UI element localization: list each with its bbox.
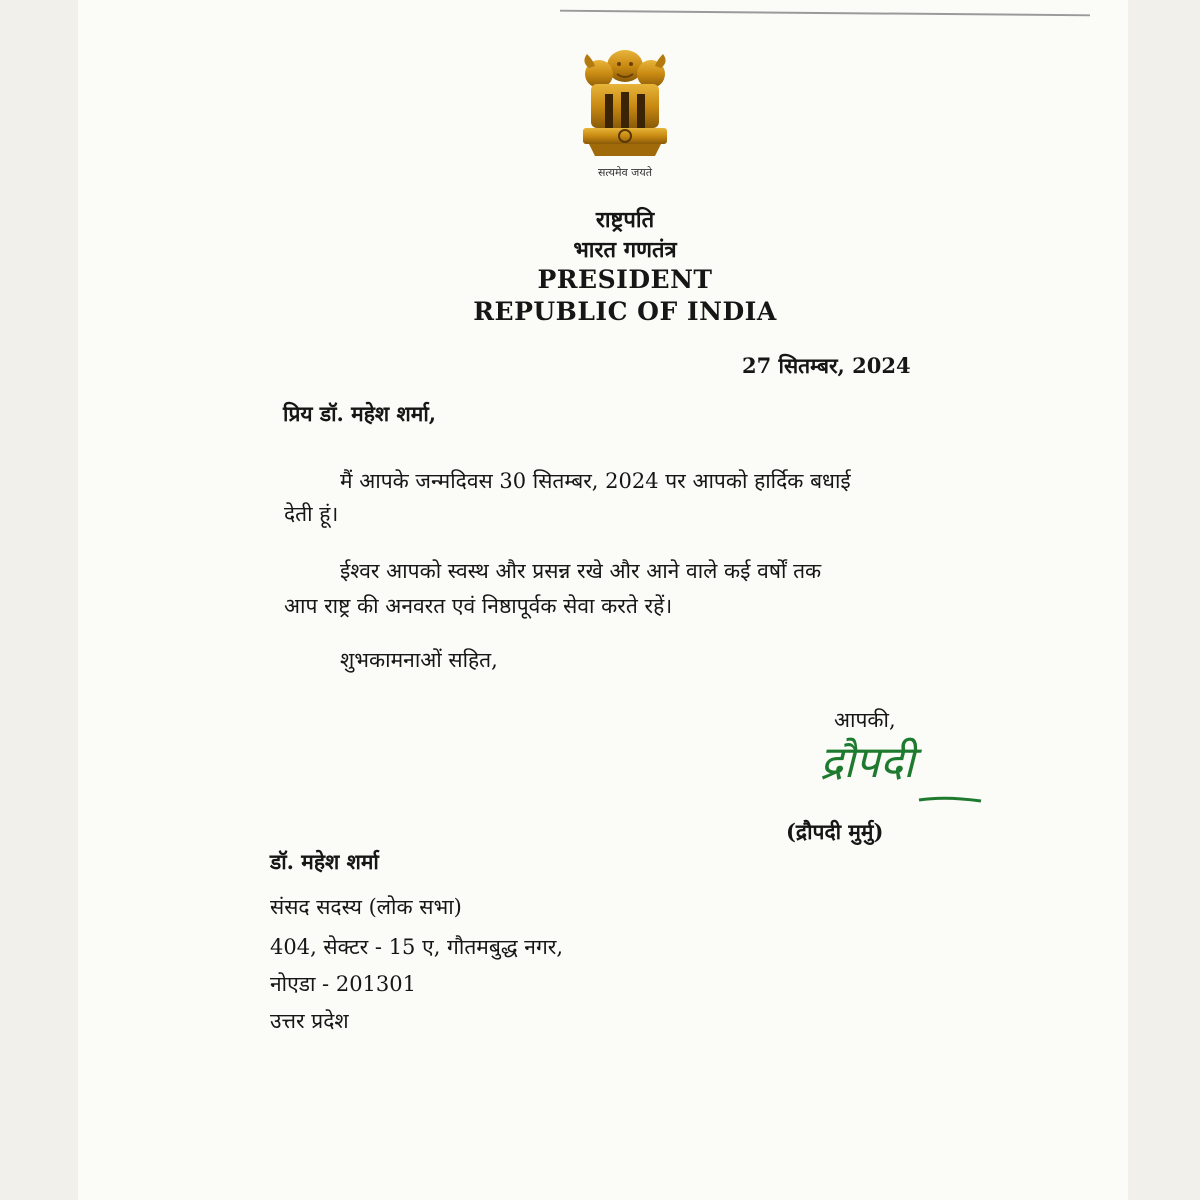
signature: द्रौपदी (820, 737, 915, 788)
subtitle-hindi: भारत गणतंत्र (573, 237, 677, 263)
body-para1-line2: देती हूं। (284, 502, 339, 526)
right-margin (1128, 0, 1200, 1200)
body-para1-line1: मैं आपके जन्मदिवस 30 सितम्बर, 2024 पर आपको हार्दिक बधाई (340, 469, 851, 493)
body-para2-line1: ईश्वर आपको स्वस्थ और प्रसन्न रखे और आने वाले कई वर्षों तक (340, 559, 822, 583)
closing: शुभकामनाओं सहित, (340, 648, 498, 672)
letter-date: 27 सितम्बर, 2024 (742, 353, 911, 378)
recipient-line1: संसद सदस्य (लोक सभा) (270, 895, 462, 919)
salutation: प्रिय डॉ. महेश शर्मा, (283, 401, 437, 426)
recipient-name: डॉ. महेश शर्मा (270, 849, 379, 874)
national-emblem-icon (575, 44, 675, 184)
title-hindi: राष्ट्रपति (595, 207, 655, 233)
recipient-line2: 404, सेक्टर - 15 ए, गौतमबुद्ध नगर, (270, 935, 564, 959)
yours-text: आपकी, (834, 708, 896, 732)
left-margin (0, 0, 78, 1200)
signature-underline (915, 790, 985, 806)
signatory-name: (द्रौपदी मुर्मु) (786, 819, 884, 844)
subtitle-english: REPUBLIC OF INDIA (473, 297, 777, 326)
recipient-line4: उत्तर प्रदेश (270, 1009, 349, 1033)
title-english: PRESIDENT (537, 265, 713, 294)
body-para2-line2: आप राष्ट्र की अनवरत एवं निष्ठापूर्वक सेवा करते रहें। (284, 594, 673, 618)
motto-text: सत्यमेव जयते (597, 166, 653, 179)
recipient-line3: नोएडा - 201301 (270, 972, 416, 996)
